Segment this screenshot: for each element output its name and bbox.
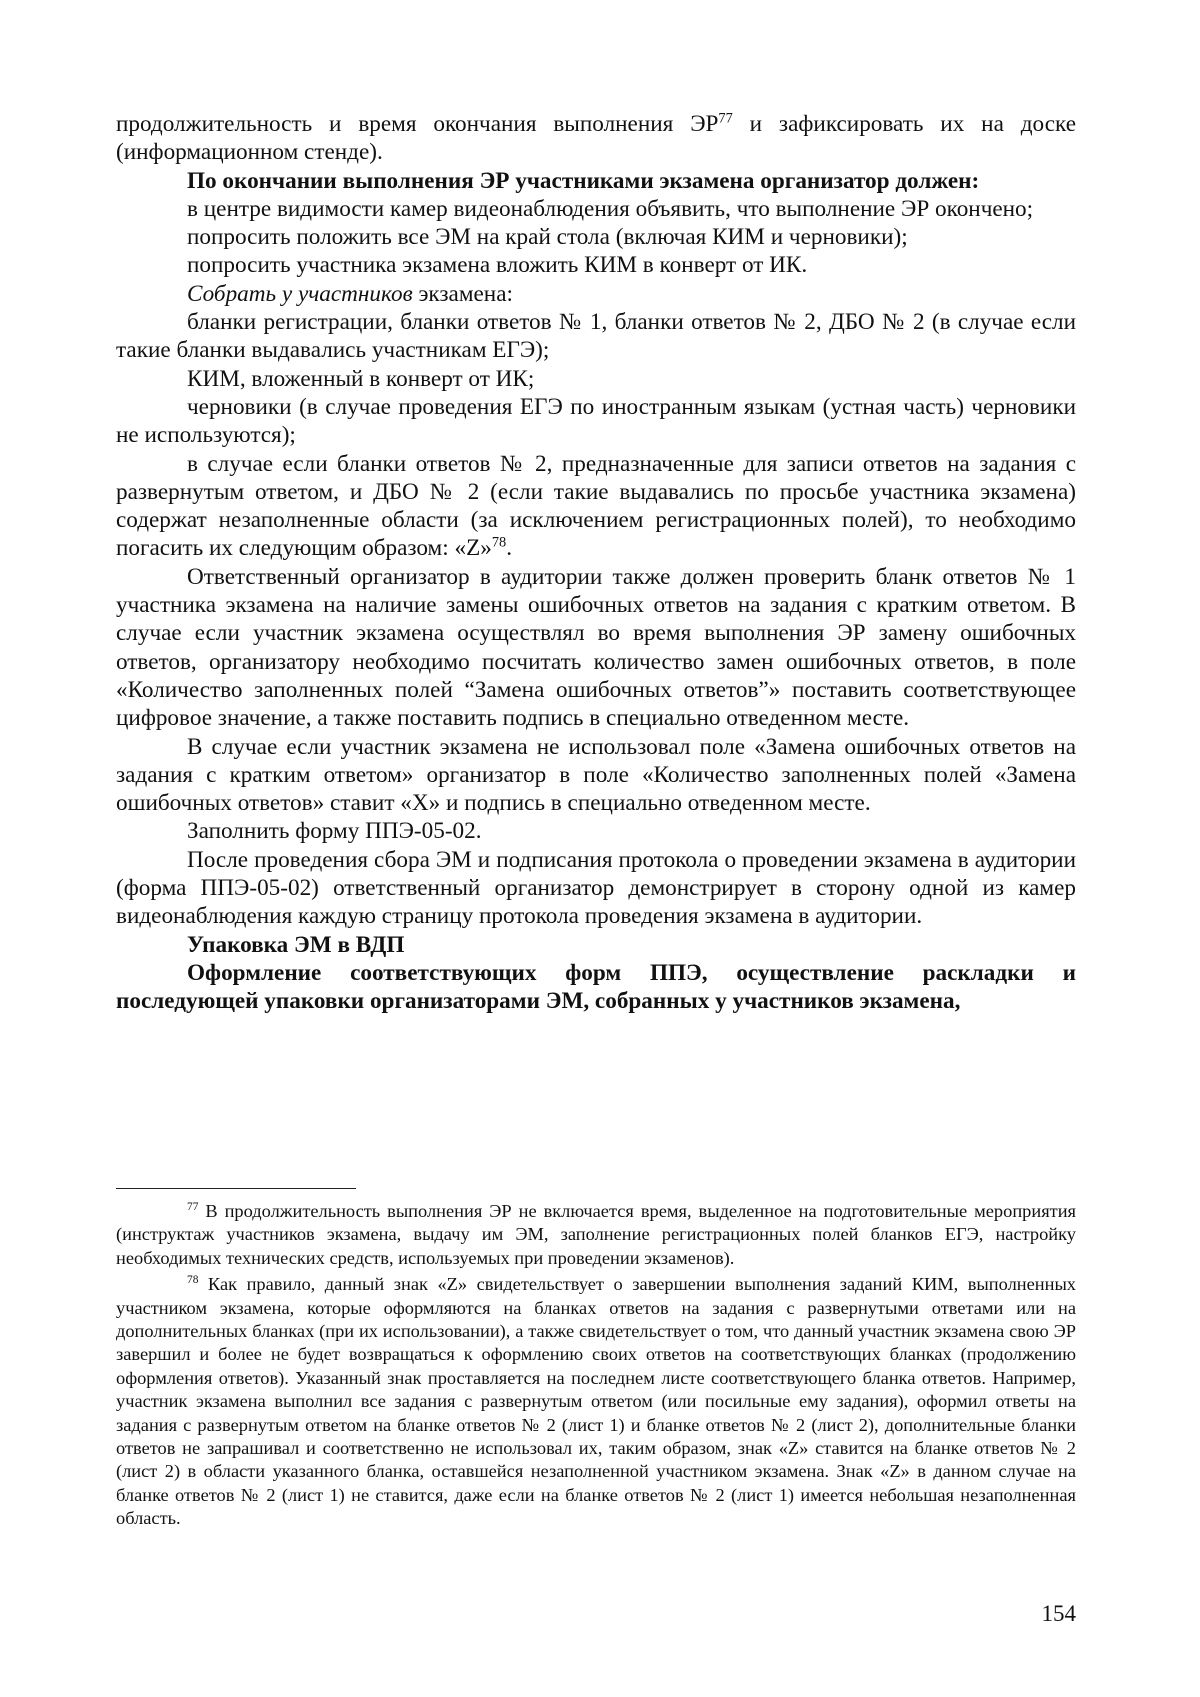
text-run: В случае если участник экзамена не использовал поле «Замена ошибочных ответов на задания с кратким ответом» организатор в поле «Количество заполненных полей «Замена ошибочных ответов» ставит «X» и подпись в специально отведенном месте. xyxy=(116,733,1076,817)
text-run: бланки регистрации, бланки ответов № 1, бланки ответов № 2, ДБО № 2 (в случае если такие бланки выдавались участникам ЕГЭ); xyxy=(116,309,1076,364)
text-run: После проведения сбора ЭМ и подписания протокола о проведении экзамена в аудитории (форма ППЭ-05-02) ответственный организатор демонстрирует в сторону одной из камер видеонаблюдения каждую страницу протокола проведения экзамена в аудитории. xyxy=(116,846,1076,930)
text-run: экзамена: xyxy=(412,280,513,307)
text-run: и зафиксировать их на доске (информационном стенде). xyxy=(116,111,1076,166)
text-run: в случае если бланки ответов № 2, предназначенные для записи ответов на задания с развернутым ответом, и ДБО № 2 (если такие выдавались по просьбе участника экзамена) содержат незаполненные области (за исключением регистрационных полей), то необходимо погасить их следующим образом: «Z» xyxy=(116,450,1076,562)
paragraph xyxy=(116,223,1076,251)
footnote-reference: 78 xyxy=(491,534,507,551)
paragraph xyxy=(116,450,1076,563)
paragraph xyxy=(116,167,1076,195)
footnote-mark: 77 xyxy=(187,1200,199,1213)
paragraph xyxy=(116,931,1076,959)
paragraph xyxy=(116,846,1076,931)
paragraph xyxy=(116,365,1076,393)
footnote-separator xyxy=(116,1188,356,1189)
text-run: Оформление соответствующих форм ППЭ, осуществление раскладки и последующей упаковки организаторами ЭМ, собранных у участников экзамена, xyxy=(116,959,1076,1015)
footnote-text: Как правило, данный знак «Z» свидетельствует о завершении выполнения заданий КИМ, выполненных участником экзамена, которые оформляются на бланках ответов на задания с развернутыми ответами или на дополнительных бланках (при их использовании), а также свидетельствует о том, что данный участник экзамена свою ЭР завершил и более не будет возвращаться к оформлению своих ответов на соответствующих бланках (продолжению оформления ответов). Указанный знак проставляется на последнем листе соответствующего бланка ответов. Например, участник экзамена выполнил все задания с развернутым ответом (или посильные ему задания), оформил ответы на задания с развернутым ответом на бланке ответов № 2 (лист 1) и бланке ответов № 2 (лист 2), дополнительные бланки ответов не запрашивал и соответственно не использовал их, таким образом, знак «Z» ставится на бланке ответов № 2 (лист 2) в области указанного бланка, оставшейся незаполненной участником экзамена. Знак «Z» в данном случае на бланке ответов № 2 (лист 1) не ставится, даже если на бланке ответов № 2 (лист 1) имеется небольшая незаполненная область. xyxy=(116,1274,1076,1529)
text-run: попросить положить все ЭМ на край стола (включая КИМ и черновики); xyxy=(187,224,908,251)
text-run: попросить участника экзамена вложить КИМ в конверт от ИК. xyxy=(187,252,808,279)
text-run: Заполнить форму ППЭ-05-02. xyxy=(187,818,482,845)
text-run: Упаковка ЭМ в ВДП xyxy=(187,931,405,958)
footnote-text: В продолжительность выполнения ЭР не включается время, выделенное на подготовительные мероприятия (инструктаж участников экзамена, выдачу им ЭМ, заполнение регистрационных полей бланков ЕГЭ, настройку необходимых технических средств, используемых при проведении экзаменов). xyxy=(116,1201,1076,1268)
paragraph xyxy=(116,817,1076,845)
main-text xyxy=(116,110,1076,1016)
paragraph xyxy=(116,393,1076,450)
text-run: Ответственный организатор в аудитории также должен проверить бланк ответов № 1 участника экзамена на наличие замены ошибочных ответов на задания с кратким ответом. В случае если участник экзамена осуществлял во время выполнения ЭР замену ошибочных ответов, организатору необходимо посчитать количество замен ошибочных ответов, в поле «Количество заполненных полей “Замена ошибочных ответов”» поставить соответствующее цифровое значение, а также поставить подпись в специально отведенном месте. xyxy=(116,563,1076,732)
text-run: . xyxy=(506,535,512,562)
paragraph xyxy=(116,733,1076,818)
footnote xyxy=(116,1200,1076,1270)
footnote xyxy=(116,1273,1076,1530)
paragraph xyxy=(116,280,1076,308)
text-run: По окончании выполнения ЭР участниками экзамена организатор должен: xyxy=(187,167,980,194)
footnote-mark: 78 xyxy=(187,1274,199,1287)
paragraph xyxy=(116,308,1076,365)
paragraph xyxy=(116,959,1076,1016)
footnote-reference: 77 xyxy=(718,110,733,127)
text-run: Собрать у участников xyxy=(187,280,413,307)
text-run: в центре видимости камер видеонаблюдения объявить, что выполнение ЭР окончено; xyxy=(187,195,1034,222)
paragraph xyxy=(116,110,1076,167)
text-run: КИМ, вложенный в конверт от ИК; xyxy=(187,365,535,392)
paragraph xyxy=(116,195,1076,223)
footnotes xyxy=(116,1200,1076,1534)
text-run: черновики (в случае проведения ЕГЭ по иностранным языкам (устная часть) черновики не используются); xyxy=(116,393,1076,449)
paragraph xyxy=(116,563,1076,733)
page-number: 154 xyxy=(1041,1601,1076,1626)
text-run: продолжительность и время окончания выполнения ЭР xyxy=(116,111,719,137)
paragraph xyxy=(116,251,1076,279)
